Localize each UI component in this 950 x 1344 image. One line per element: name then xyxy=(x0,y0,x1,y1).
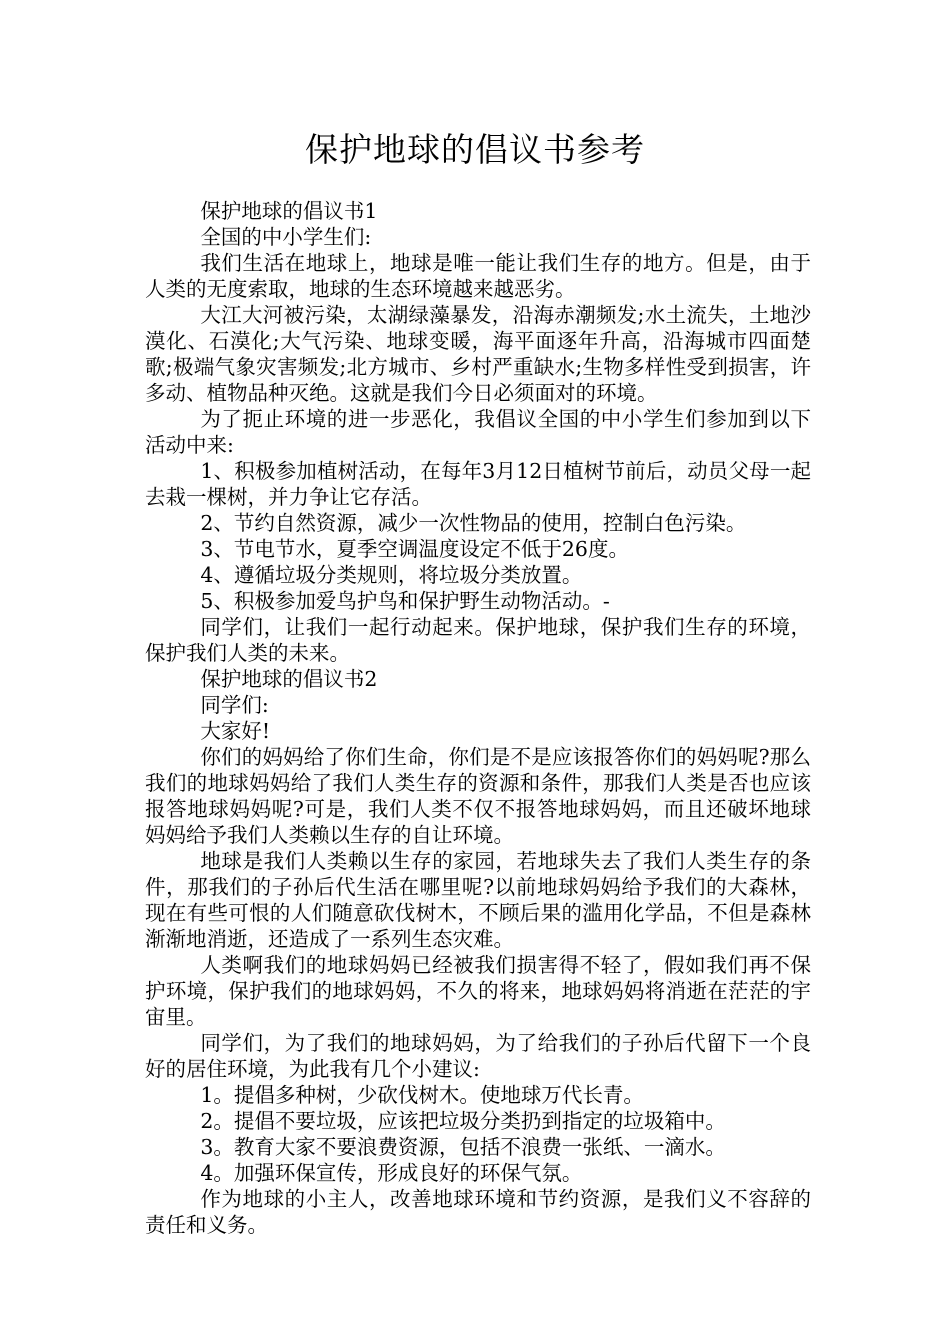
paragraph: 人类啊我们的地球妈妈已经被我们损害得不轻了，假如我们再不保护环境，保护我们的地球妈妈，不久的将来，地球妈妈将消逝在茫茫的宇宙里。 xyxy=(145,953,811,1029)
list-item: 2。提倡不要垃圾，应该把垃圾分类扔到指定的垃圾箱中。 xyxy=(200,1109,726,1133)
list-item: 3。教育大家不要浪费资源，包括不浪费一张纸、一滴水。 xyxy=(200,1135,726,1159)
paragraph: 我们生活在地球上，地球是唯一能让我们生存的地方。但是，由于人类的无度索取，地球的生态环境越来越恶劣。 xyxy=(145,251,811,301)
paragraph: 同学们，让我们一起行动起来。保护地球，保护我们生存的环境，保护我们人类的未来。 xyxy=(145,615,811,665)
list-item: 2、节约自然资源，减少一次性物品的使用，控制白色污染。 xyxy=(200,511,747,535)
list-item: 1、积极参加植树活动，在每年3月12日植树节前后，动员父母一起去栽一棵树，并力争让它存活。 xyxy=(145,459,811,509)
paragraph: 作为地球的小主人，改善地球环境和节约资源，是我们义不容辞的责任和义务。 xyxy=(145,1187,811,1237)
salutation-1: 全国的中小学生们: xyxy=(200,225,372,249)
document-title: 保护地球的倡议书参考 xyxy=(305,130,645,169)
salutation-2: 同学们: xyxy=(200,693,269,717)
paragraph: 为了扼止环境的进一步恶化，我倡议全国的中小学生们参加到以下活动中来: xyxy=(145,407,811,457)
paragraph: 大江大河被污染，太湖绿藻暴发，沿海赤潮频发;水土流失，土地沙漠化、石漠化;大气污染、地球变暖，海平面逐年升高，沿海城市四面楚歌;极端气象灾害频发;北方城市、乡村严重缺水;生物多样性受到损害，许多动、植物品种灭绝。这就是我们今日必须面对的环境。 xyxy=(145,303,811,405)
greeting: 大家好! xyxy=(200,719,271,743)
list-item: 1。提倡多种树，少砍伐树木。使地球万代长青。 xyxy=(200,1083,644,1107)
document-body xyxy=(145,198,811,1238)
paragraph: 同学们，为了我们的地球妈妈，为了给我们的子孙后代留下一个良好的居住环境，为此我有几个小建议: xyxy=(145,1031,811,1081)
section-heading-2: 保护地球的倡议书2 xyxy=(200,667,378,691)
list-item: 4。加强环保宣传，形成良好的环保气氛。 xyxy=(200,1161,583,1185)
list-item: 4、遵循垃圾分类规则，将垃圾分类放置。 xyxy=(200,563,583,587)
paragraph: 你们的妈妈给了你们生命，你们是不是应该报答你们的妈妈呢?那么我们的地球妈妈给了我们人类生存的资源和条件，那我们人类是否也应该报答地球妈妈呢?可是，我们人类不仅不报答地球妈妈，而且还破坏地球妈妈给予我们人类赖以生存的自让环境。 xyxy=(145,745,811,847)
list-item: 3、节电节水，夏季空调温度设定不低于26度。 xyxy=(200,537,629,561)
section-heading-1: 保护地球的倡议书1 xyxy=(200,199,378,223)
list-item: 5、积极参加爱鸟护鸟和保护野生动物活动。- xyxy=(200,589,610,613)
paragraph: 地球是我们人类赖以生存的家园，若地球失去了我们人类生存的条件，那我们的子孙后代生活在哪里呢?以前地球妈妈给予我们的大森林，现在有些可恨的人们随意砍伐树木，不顾后果的滥用化学品，不但是森林渐渐地消逝，还造成了一系列生态灾难。 xyxy=(145,849,811,951)
